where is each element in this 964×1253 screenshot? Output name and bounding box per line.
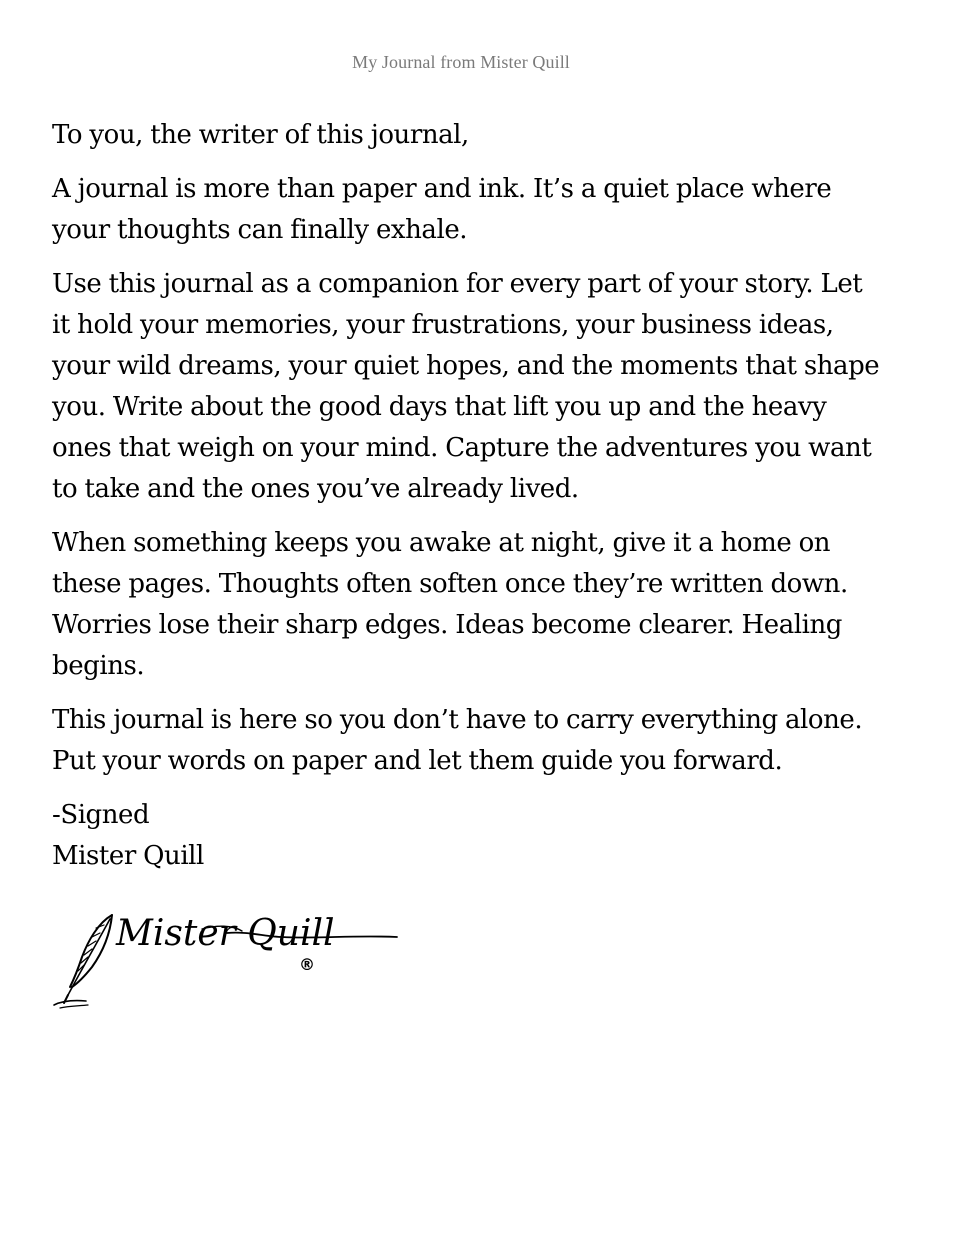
signoff-text: -Signed (52, 800, 150, 830)
registered-mark: ® (299, 955, 315, 974)
letter-body (52, 115, 882, 877)
salutation: To you, the writer of this journal, (52, 120, 469, 150)
logo-wordmark: Mister Quill (116, 913, 335, 954)
paragraph-1: A journal is more than paper and ink. It’s a quiet place where your thoughts can finally exhale. (52, 174, 832, 245)
running-header: My Journal from Mister Quill (352, 52, 570, 72)
paragraph-2: Use this journal as a companion for every part of your story. Let it hold your memories, your frustrations, your business ideas, your wild dreams, your quiet hopes, and the moments that shape you. Write about the good days that lift you up and the heavy ones that weigh on your mind. Capture the adventures you want to take and the ones you’ve already lived. (52, 269, 880, 504)
quill-feather-icon (52, 895, 412, 1020)
paragraph-4: This journal is here so you don’t have to carry everything alone. Put your words on paper and let them guide you forward. (52, 705, 863, 776)
signoff (52, 795, 882, 877)
mister-quill-logo (52, 895, 412, 1020)
paragraph-3: When something keeps you awake at night, give it a home on these pages. Thoughts often soften once they’re written down. Worries lose their sharp edges. Ideas become clearer. Healing begins. (52, 528, 848, 681)
signer-name: Mister Quill (52, 841, 204, 871)
